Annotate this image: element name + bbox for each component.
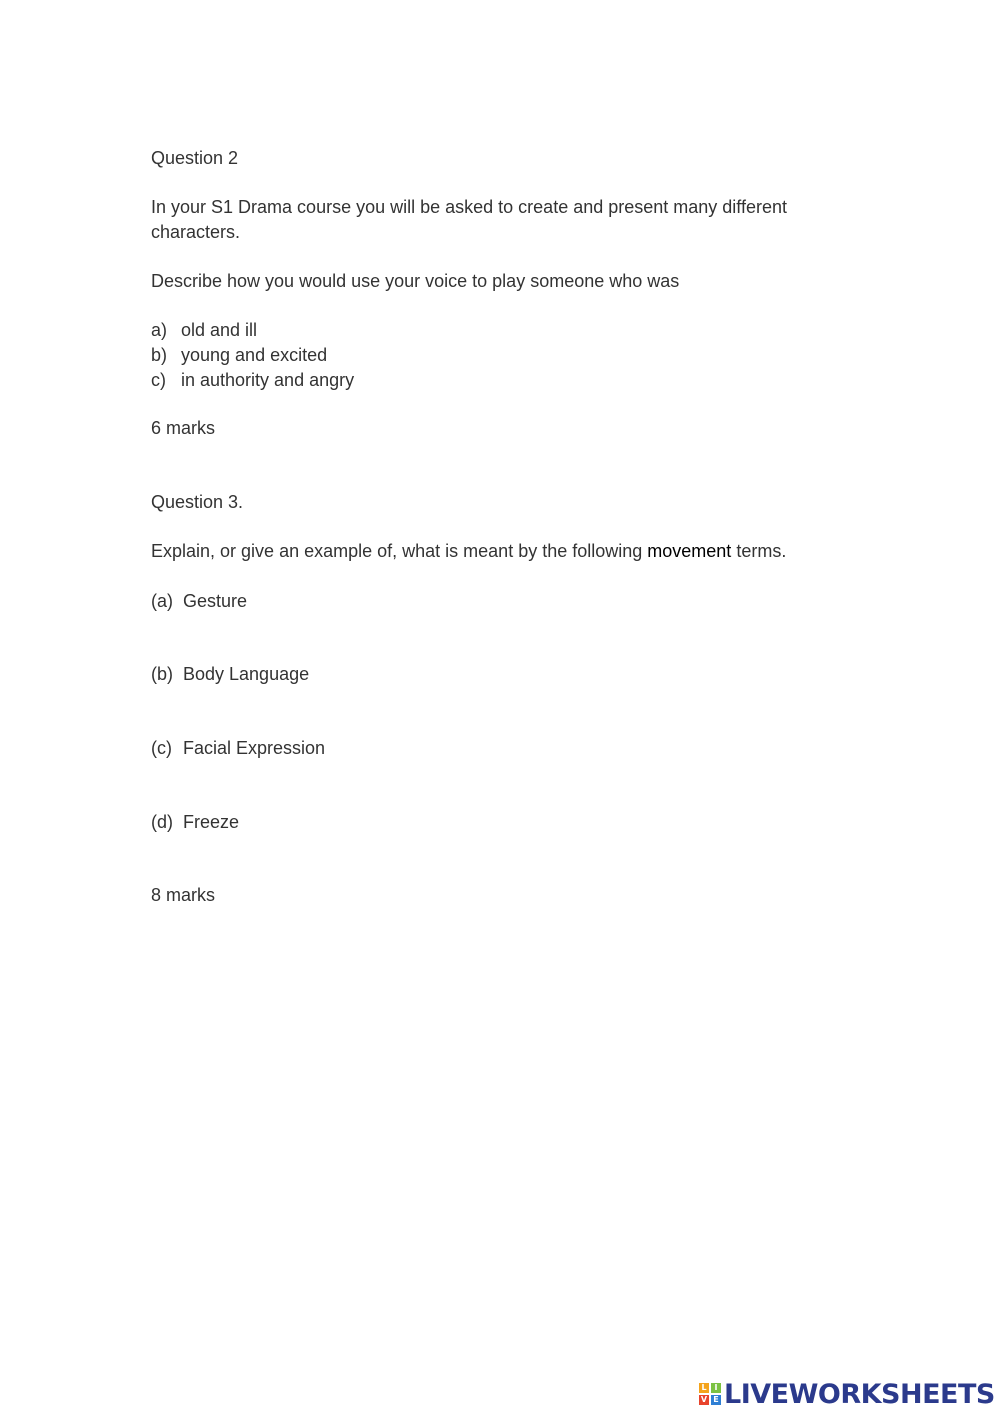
list-item bbox=[151, 662, 309, 687]
list-item-text: Facial Expression bbox=[183, 738, 326, 758]
list-marker: (b) bbox=[151, 664, 173, 684]
list-item-text: Freeze bbox=[183, 812, 240, 832]
liveworksheets-logo bbox=[699, 1378, 995, 1410]
mark-letter: E bbox=[711, 1395, 721, 1405]
list-item-text: Gesture bbox=[183, 591, 248, 611]
list-item bbox=[151, 736, 325, 761]
list-marker: c) bbox=[151, 370, 166, 390]
question-3-marks: 8 marks bbox=[151, 885, 216, 905]
list-marker: (a) bbox=[151, 591, 173, 611]
mark-letter: L bbox=[699, 1383, 709, 1393]
prompt-text: terms. bbox=[731, 541, 787, 561]
list-item bbox=[151, 810, 239, 835]
question-2-intro: In your S1 Drama course you will be asked to create and present many different characters. bbox=[151, 197, 788, 242]
question-2-heading: Question 2 bbox=[151, 148, 239, 168]
question-3-heading: Question 3. bbox=[151, 492, 244, 512]
list-item-text: young and excited bbox=[181, 345, 328, 365]
list-marker: a) bbox=[151, 320, 168, 340]
list-item bbox=[151, 368, 354, 393]
question-2-marks: 6 marks bbox=[151, 418, 216, 438]
liveworksheets-mark-icon bbox=[699, 1383, 721, 1405]
mark-letter: I bbox=[711, 1383, 721, 1393]
brand-name: LIVEWORKSHEETS bbox=[724, 1378, 995, 1410]
list-item bbox=[151, 343, 327, 368]
list-marker: (c) bbox=[151, 738, 172, 758]
prompt-text: Explain, or give an example of, what is meant by the following bbox=[151, 541, 648, 561]
list-item-text: Body Language bbox=[183, 664, 310, 684]
list-item bbox=[151, 318, 257, 343]
mark-letter: V bbox=[700, 1395, 708, 1404]
prompt-emphasis: movement bbox=[647, 541, 732, 561]
list-marker: b) bbox=[151, 345, 168, 365]
list-item bbox=[151, 589, 247, 614]
list-item-text: in authority and angry bbox=[181, 370, 355, 390]
question-3-prompt bbox=[151, 539, 786, 564]
list-marker: (d) bbox=[151, 812, 173, 832]
list-item-text: old and ill bbox=[181, 320, 258, 340]
question-2-prompt: Describe how you would use your voice to play someone who was bbox=[151, 271, 680, 291]
